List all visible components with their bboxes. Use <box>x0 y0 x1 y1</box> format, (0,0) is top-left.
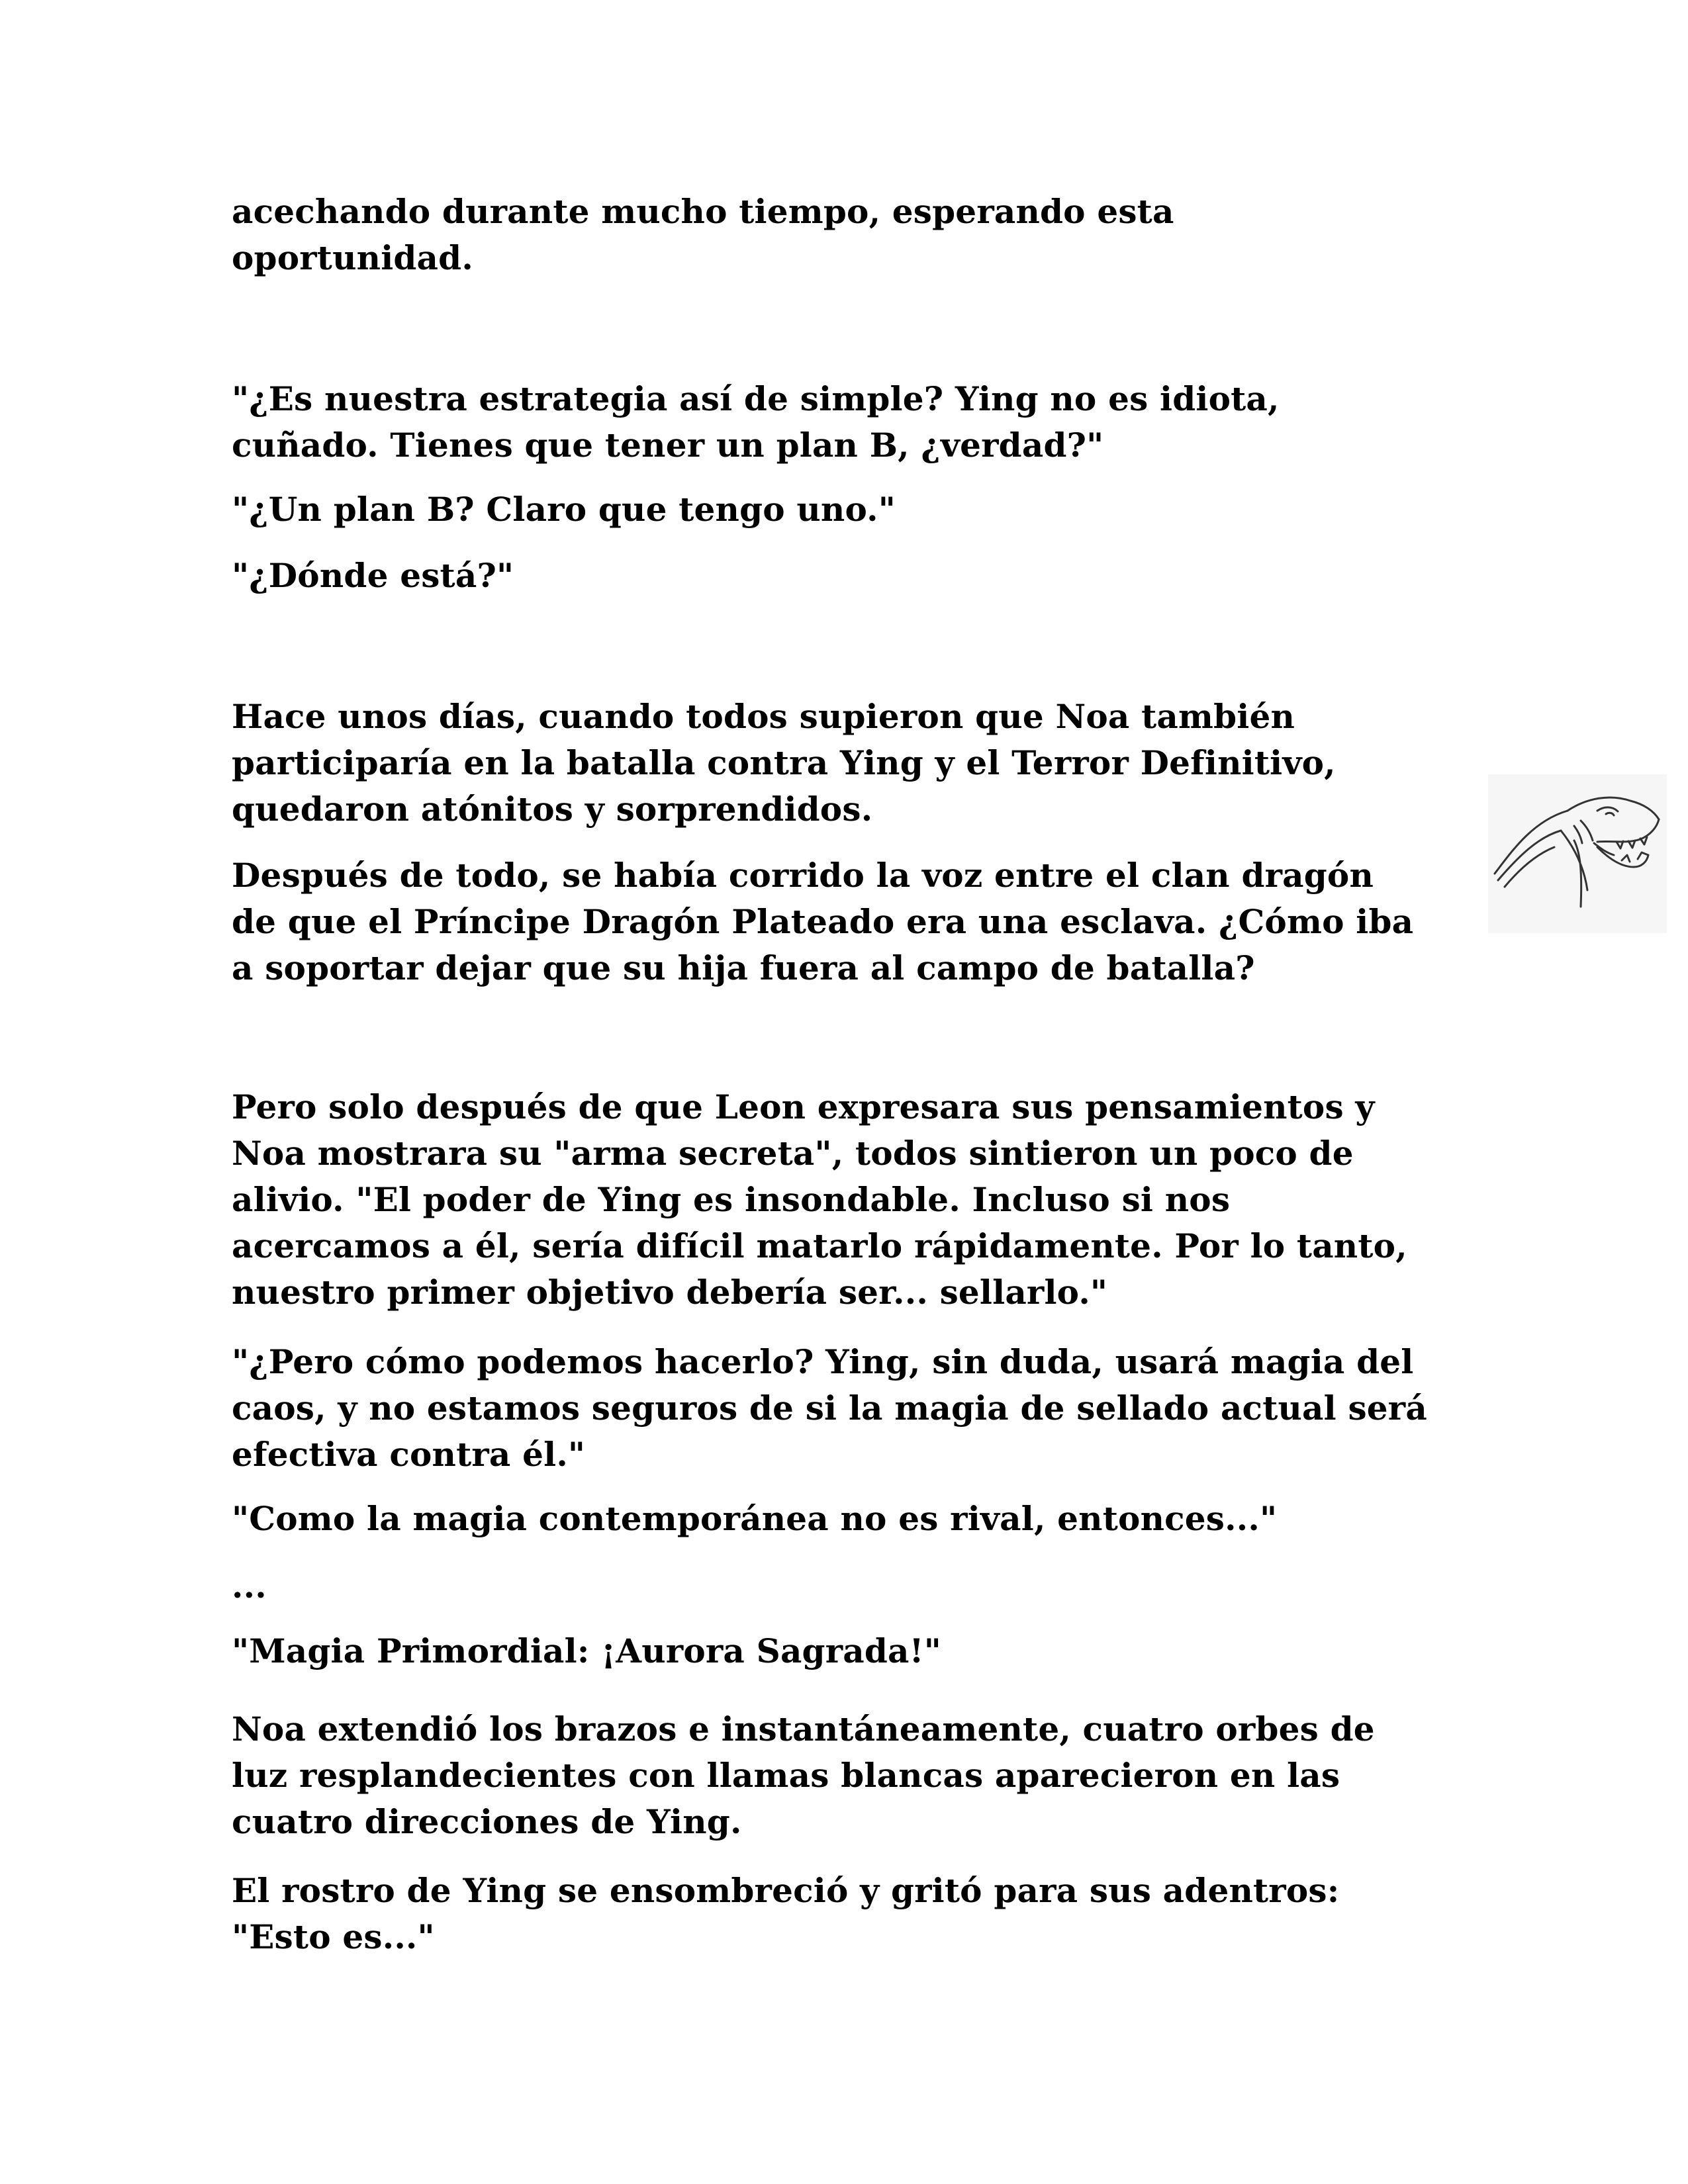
paragraph-2: "¿Es nuestra estrategia así de simple? Ying no es idiota, cuñado. Tienes que tener un plan B, ¿verdad?" <box>232 379 1280 465</box>
paragraph-1: acechando durante mucho tiempo, esperando esta oportunidad. <box>232 192 1174 277</box>
paragraph-8: "¿Pero cómo podemos hacerlo? Ying, sin duda, usará magia del caos, y no estamos seguros de si la magia de sellado actual será efectiva contra él." <box>232 1342 1427 1474</box>
paragraph-4: "¿Dónde está?" <box>232 556 514 595</box>
paragraph-6: Después de todo, se había corrido la voz entre el clan dragón de que el Príncipe Dragón Plateado era una esclava. ¿Cómo iba a soportar dejar que su hija fuera al campo de batalla? <box>232 856 1414 987</box>
paragraph-7: Pero solo después de que Leon expresara sus pensamientos y Noa mostrara su "arma secreta", todos sintieron un poco de alivio. "El poder de Ying es insondable. Incluso si nos acercamos a él, sería difícil matarlo rápidamente. Por lo tanto, nuestro primer objetivo debería ser... sellarlo." <box>232 1087 1407 1312</box>
dinosaur-head-sketch-icon <box>1488 774 1667 933</box>
paragraph-5: Hace unos días, cuando todos supieron que Noa también participaría en la batalla contra Ying y el Terror Definitivo, quedaron atónitos y sorprendidos. <box>232 697 1336 829</box>
paragraph-12: Noa extendió los brazos e instantáneamente, cuatro orbes de luz resplandecientes con llamas blancas aparecieron en las cuatro direcciones de Ying. <box>232 1709 1375 1841</box>
paragraph-13: El rostro de Ying se ensombreció y gritó para sus adentros: "Esto es..." <box>232 1871 1340 1956</box>
paragraph-11: "Magia Primordial: ¡Aurora Sagrada!" <box>232 1631 941 1670</box>
paragraph-10: ... <box>232 1567 267 1606</box>
paragraph-3: "¿Un plan B? Claro que tengo uno." <box>232 490 896 529</box>
paragraph-9: "Como la magia contemporánea no es rival, entonces..." <box>232 1499 1278 1538</box>
